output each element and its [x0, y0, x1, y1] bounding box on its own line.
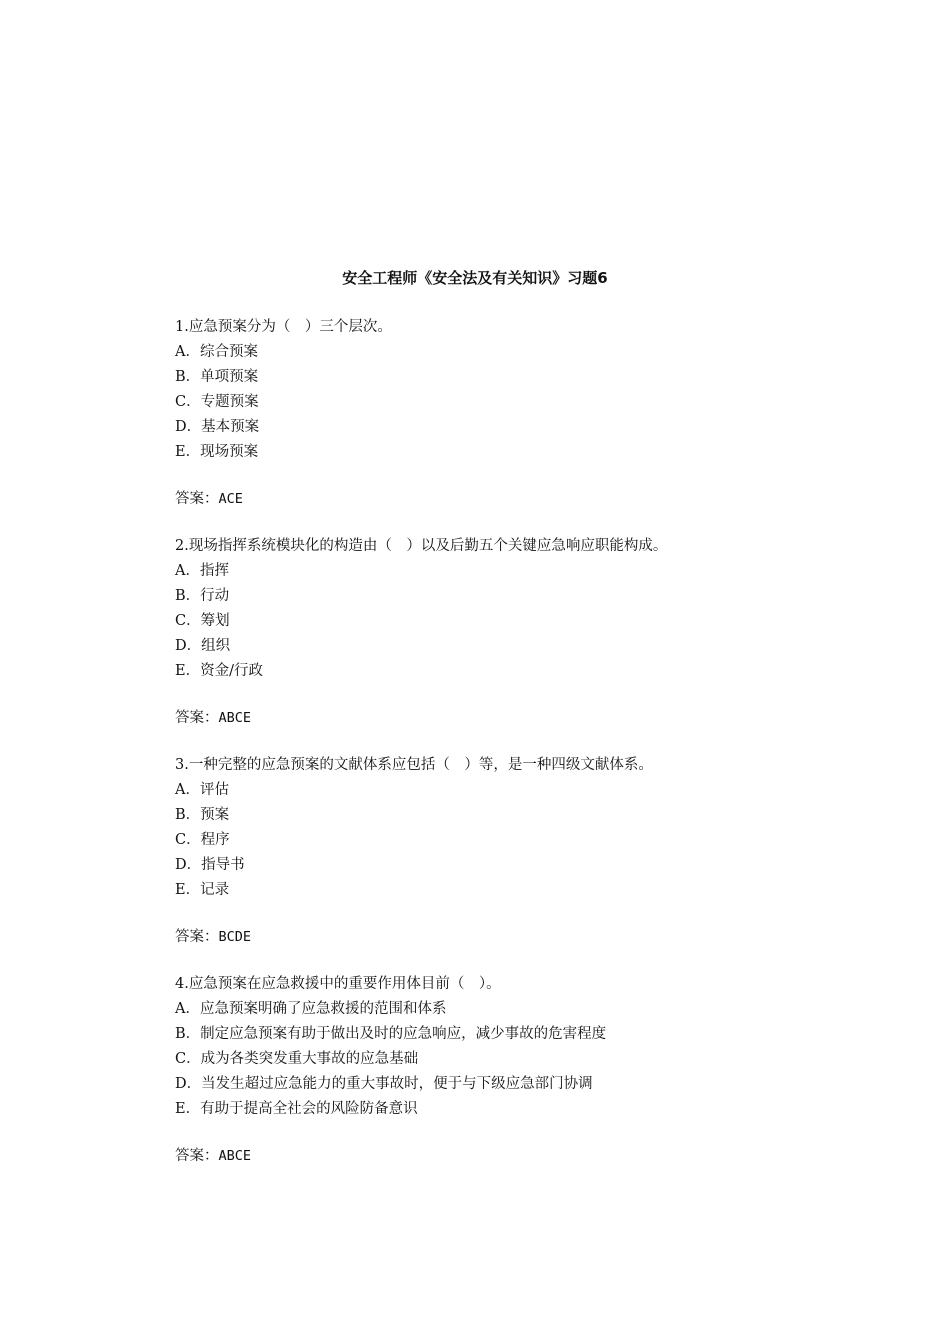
answer-line — [175, 1144, 875, 1169]
option-c: C．专题预案 — [175, 394, 259, 410]
answer-value: ABCE — [218, 710, 252, 726]
option-d: D．指导书 — [175, 857, 245, 873]
answer-value: BCDE — [218, 929, 252, 945]
question-text: 3.一种完整的应急预案的文献体系应包括（ ）等，是一种四级文献体系。 — [175, 757, 653, 773]
option-b: B．制定应急预案有助于做出及时的应急响应，减少事故的危害程度 — [175, 1026, 607, 1042]
question-text: 2.现场指挥系统模块化的构造由（ ）以及后勤五个关键应急响应职能构成。 — [175, 538, 668, 554]
answer-value: ACE — [218, 491, 243, 507]
option-c: C．成为各类突发重大事故的应急基础 — [175, 1051, 419, 1067]
question-4 — [175, 972, 875, 1169]
answer-label: 答案： — [175, 710, 219, 726]
option-d: D．组织 — [175, 638, 231, 654]
question-2 — [175, 534, 875, 731]
question-text: 1.应急预案分为（ ）三个层次。 — [175, 319, 392, 335]
question-1 — [175, 315, 875, 512]
answer-label: 答案： — [175, 491, 219, 507]
option-e: E．现场预案 — [175, 444, 259, 460]
question-3 — [175, 753, 875, 950]
question-list — [175, 315, 875, 1191]
option-c: C．筹划 — [175, 613, 230, 629]
option-a: A．应急预案明确了应急救援的范围和体系 — [175, 1001, 447, 1017]
option-b: B．预案 — [175, 807, 230, 823]
option-e: E．记录 — [175, 882, 230, 898]
option-e: E．有助于提高全社会的风险防备意识 — [175, 1101, 418, 1117]
answer-line — [175, 487, 875, 512]
answer-value: ABCE — [218, 1148, 252, 1164]
option-c: C．程序 — [175, 832, 230, 848]
option-d: D．基本预案 — [175, 419, 260, 435]
option-a: A．指挥 — [175, 563, 229, 579]
answer-line — [175, 925, 875, 950]
option-e: E．资金/行政 — [175, 663, 263, 679]
document-title: 安全工程师《安全法及有关知识》习题6 — [342, 269, 608, 287]
option-d: D．当发生超过应急能力的重大事故时，便于与下级应急部门协调 — [175, 1076, 593, 1092]
question-text: 4.应急预案在应急救援中的重要作用体目前（ ）。 — [175, 976, 501, 992]
answer-label: 答案： — [175, 1148, 219, 1164]
answer-label: 答案： — [175, 929, 219, 945]
option-a: A．综合预案 — [175, 344, 258, 360]
option-a: A．评估 — [175, 782, 229, 798]
answer-line — [175, 706, 875, 731]
option-b: B．行动 — [175, 588, 230, 604]
option-b: B．单项预案 — [175, 369, 259, 385]
